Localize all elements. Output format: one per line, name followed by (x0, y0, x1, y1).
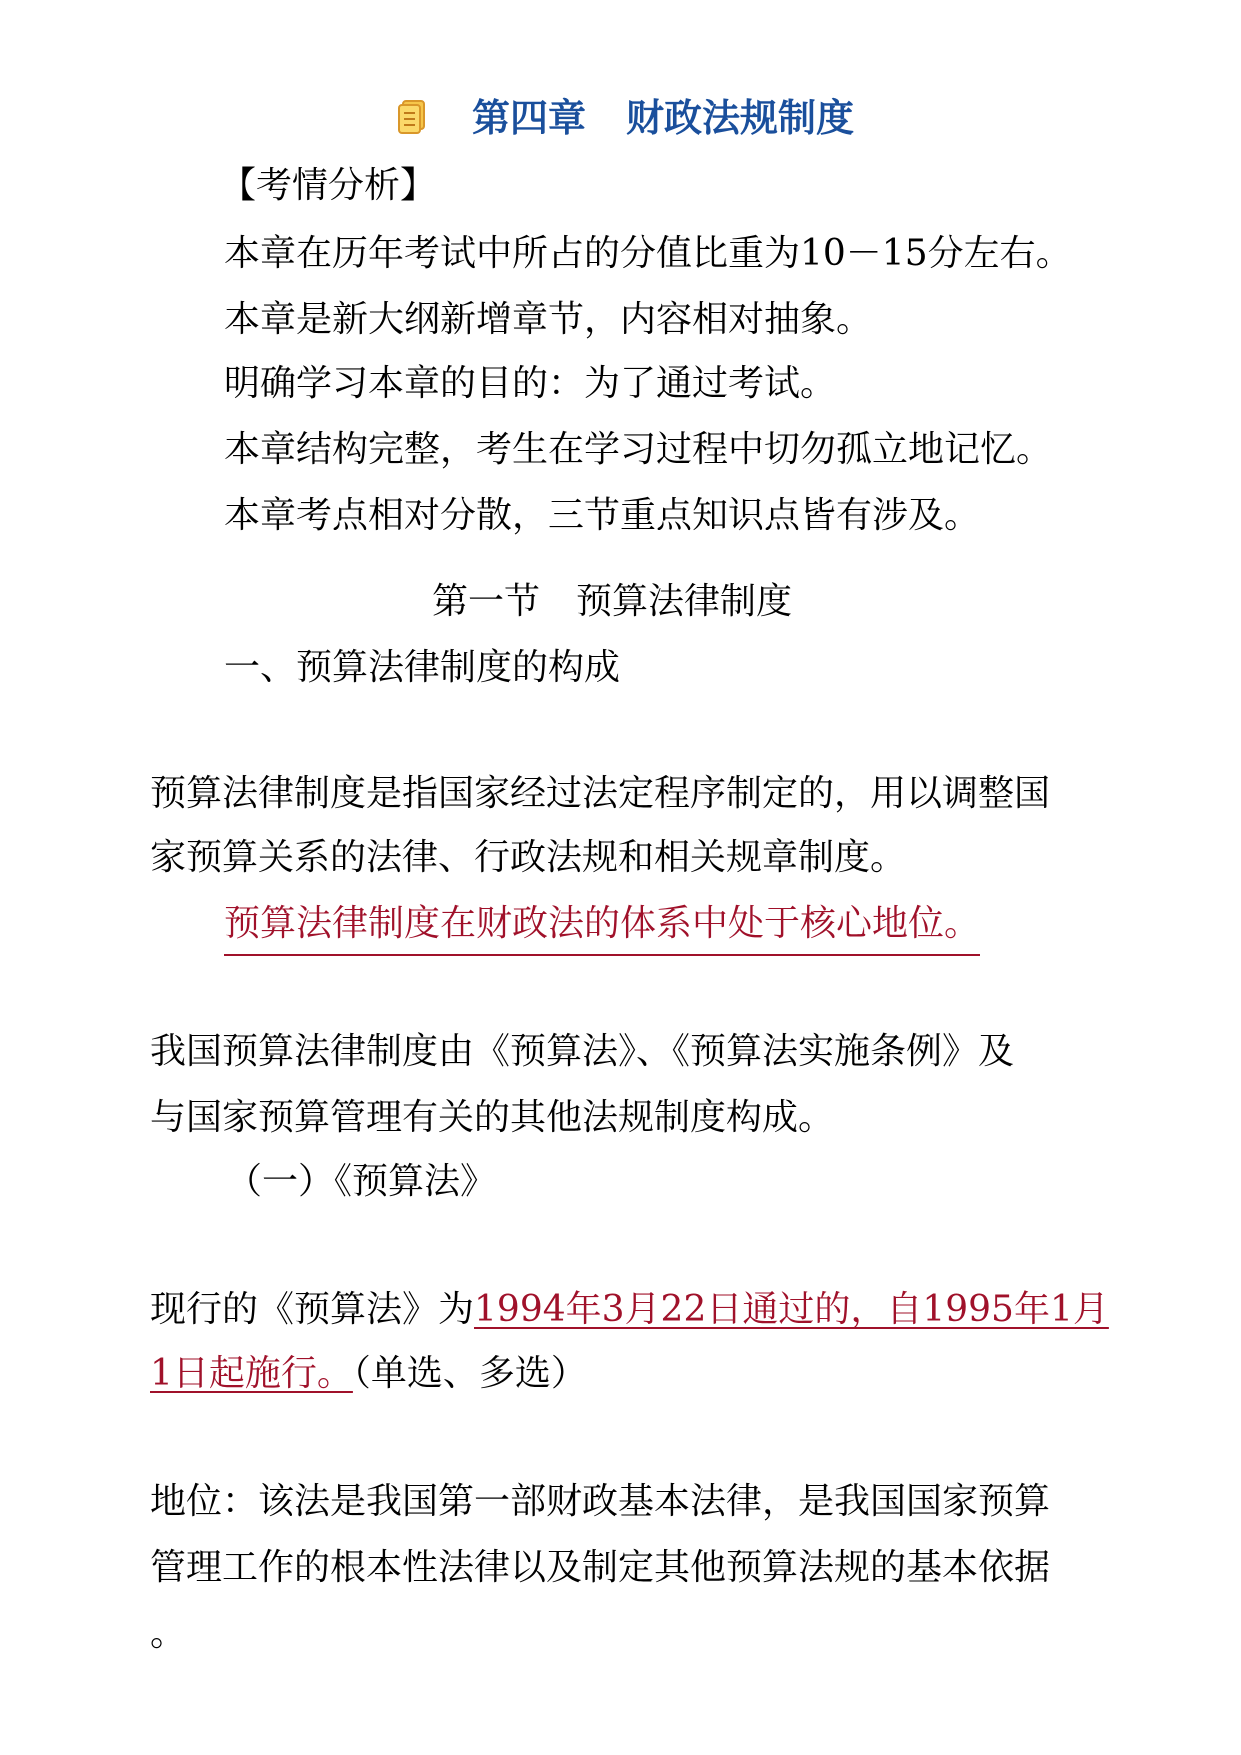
exam-point-4: 本章结构完整，考生在学习过程中切勿孤立地记忆。 (224, 429, 1053, 470)
definition-line-1: 预算法律制度是指国家经过法定程序制定的，用以调整国 (150, 773, 1051, 814)
status-line-3: 。 (150, 1613, 187, 1654)
definition-line-2: 家预算关系的法律、行政法规和相关规章制度。 (150, 837, 907, 878)
chapter-number: 第四章 (472, 95, 587, 140)
status-line-1: 地位：该法是我国第一部财政基本法律，是我国国家预算 (150, 1481, 1051, 1522)
core-position-note: 预算法律制度在财政法的体系中处于核心地位。 (224, 902, 980, 956)
exam-point-1: 本章在历年考试中所占的分值比重为10－15分左右。 (224, 233, 1072, 274)
item-one-heading: （一）《预算法》 (226, 1161, 497, 1202)
current-law-line-1 (150, 1288, 1109, 1332)
status-line-2: 管理工作的根本性法律以及制定其他预算法规的基本依据 (150, 1547, 1051, 1588)
section-title: 第一节 预算法律制度 (432, 581, 793, 622)
composition-line-2: 与国家预算管理有关的其他法规制度构成。 (150, 1097, 835, 1138)
document-icon (398, 100, 426, 134)
exam-point-3: 明确学习本章的目的：为了通过考试。 (224, 363, 837, 404)
question-type-note: （单选、多选） (352, 1353, 587, 1394)
exam-analysis-heading: 【考情分析】 (220, 165, 437, 206)
subsection-heading: 一、预算法律制度的构成 (224, 647, 621, 688)
composition-line-1: 我国预算法律制度由《预算法》、《预算法实施条例》及 (150, 1031, 1015, 1072)
chapter-title (472, 96, 854, 140)
current-law-date-2: 1日起施行。 (150, 1353, 353, 1394)
current-law-line-2 (150, 1352, 587, 1396)
chapter-name: 财政法规制度 (626, 95, 855, 140)
current-law-date-1: 1994年3月22日通过的，自1995年1月 (474, 1289, 1109, 1330)
exam-point-2: 本章是新大纲新增章节，内容相对抽象。 (224, 299, 873, 340)
exam-point-5: 本章考点相对分散，三节重点知识点皆有涉及。 (224, 495, 981, 536)
current-law-prefix: 现行的《预算法》为 (150, 1289, 475, 1330)
